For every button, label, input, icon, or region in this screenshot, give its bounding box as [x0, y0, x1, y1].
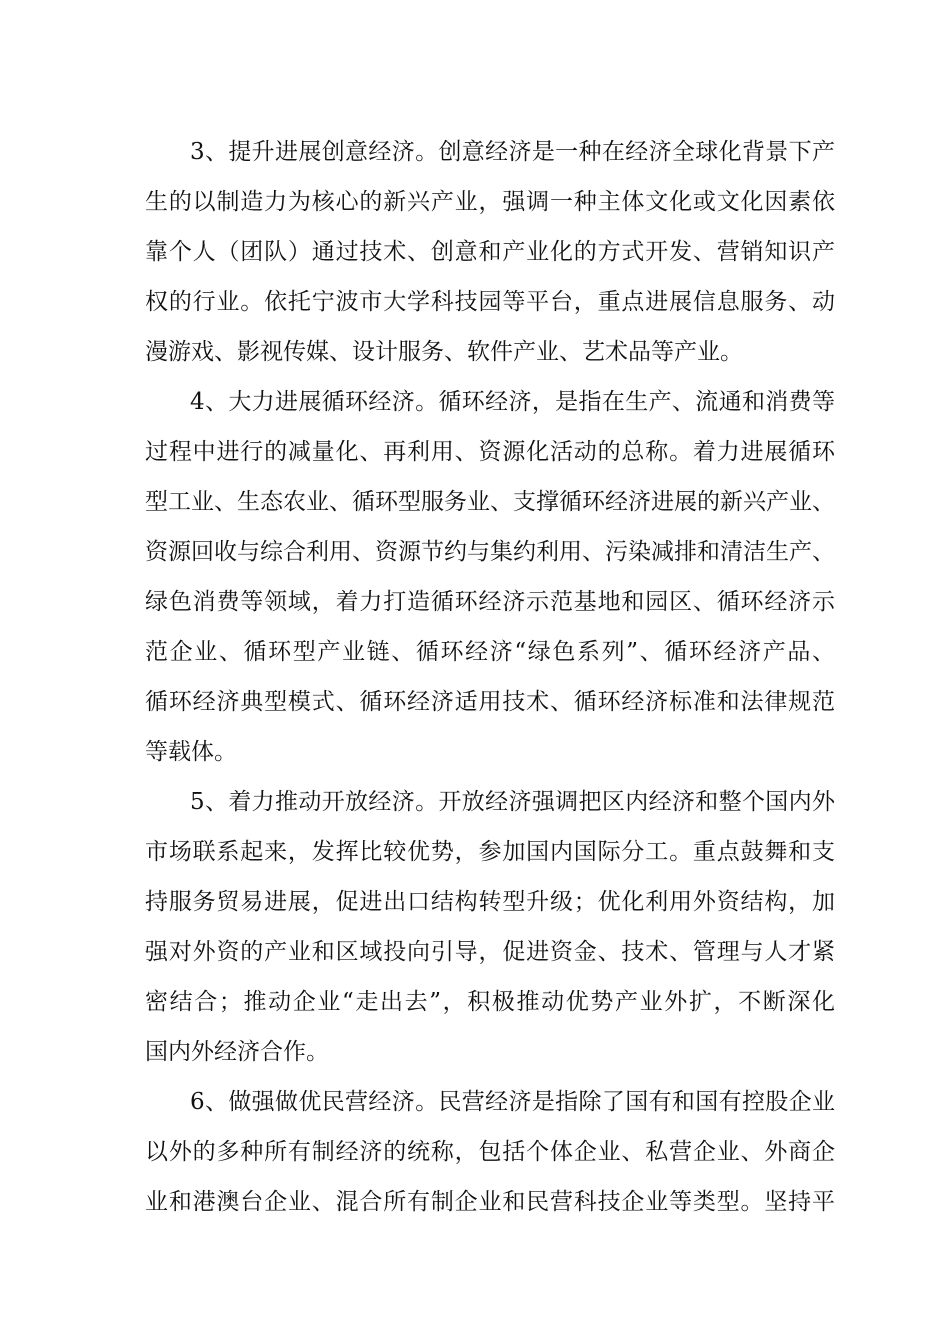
- paragraph-line: 以外的多种所有制经济的统称，包括个体企业、私营企业、外商企: [145, 1139, 835, 1165]
- paragraph-line: 国内外经济合作。: [145, 1039, 329, 1065]
- paragraph-line: 靠个人（团队）通过技术、创意和产业化的方式开发、营销知识产: [145, 239, 835, 265]
- paragraph-line: 绿色消费等领域，着力打造循环经济示范基地和园区、循环经济示: [145, 589, 835, 615]
- paragraph-line: 强对外资的产业和区域投向引导，促进资金、技术、管理与人才紧: [145, 939, 835, 965]
- paragraph-line: 等载体。: [145, 739, 237, 765]
- paragraph-line: 3、提升进展创意经济。创意经济是一种在经济全球化背景下产: [190, 139, 835, 165]
- paragraph-line: 生的以制造力为核心的新兴产业，强调一种主体文化或文化因素依: [145, 189, 835, 215]
- paragraph-line: 持服务贸易进展，促进出口结构转型升级；优化利用外资结构，加: [145, 889, 835, 915]
- paragraph-line: 业和港澳台企业、混合所有制企业和民营科技企业等类型。坚持平: [145, 1189, 835, 1215]
- paragraph-line: 5、着力推动开放经济。开放经济强调把区内经济和整个国内外: [190, 789, 835, 815]
- paragraph-line: 过程中进行的减量化、再利用、资源化活动的总称。着力进展循环: [145, 439, 835, 465]
- paragraph-line: 漫游戏、影视传媒、设计服务、软件产业、艺术品等产业。: [145, 339, 743, 365]
- paragraph-line: 资源回收与综合利用、资源节约与集约利用、污染减排和清洁生产、: [145, 539, 835, 565]
- paragraph-line: 4、大力进展循环经济。循环经济，是指在生产、流通和消费等: [190, 389, 835, 415]
- paragraph-line: 型工业、生态农业、循环型服务业、支撑循环经济进展的新兴产业、: [145, 489, 835, 515]
- paragraph-line: 市场联系起来，发挥比较优势，参加国内国际分工。重点鼓舞和支: [145, 839, 835, 865]
- paragraph-line: 权的行业。依托宁波市大学科技园等平台，重点进展信息服务、动: [145, 289, 835, 315]
- paragraph-line: 密结合；推动企业“走出去”，积极推动优势产业外扩，不断深化: [145, 989, 835, 1015]
- paragraph-line: 6、做强做优民营经济。民营经济是指除了国有和国有控股企业: [190, 1089, 835, 1115]
- paragraph-line: 循环经济典型模式、循环经济适用技术、循环经济标准和法律规范: [145, 689, 835, 715]
- paragraph-line: 范企业、循环型产业链、循环经济“绿色系列”、循环经济产品、: [145, 639, 835, 665]
